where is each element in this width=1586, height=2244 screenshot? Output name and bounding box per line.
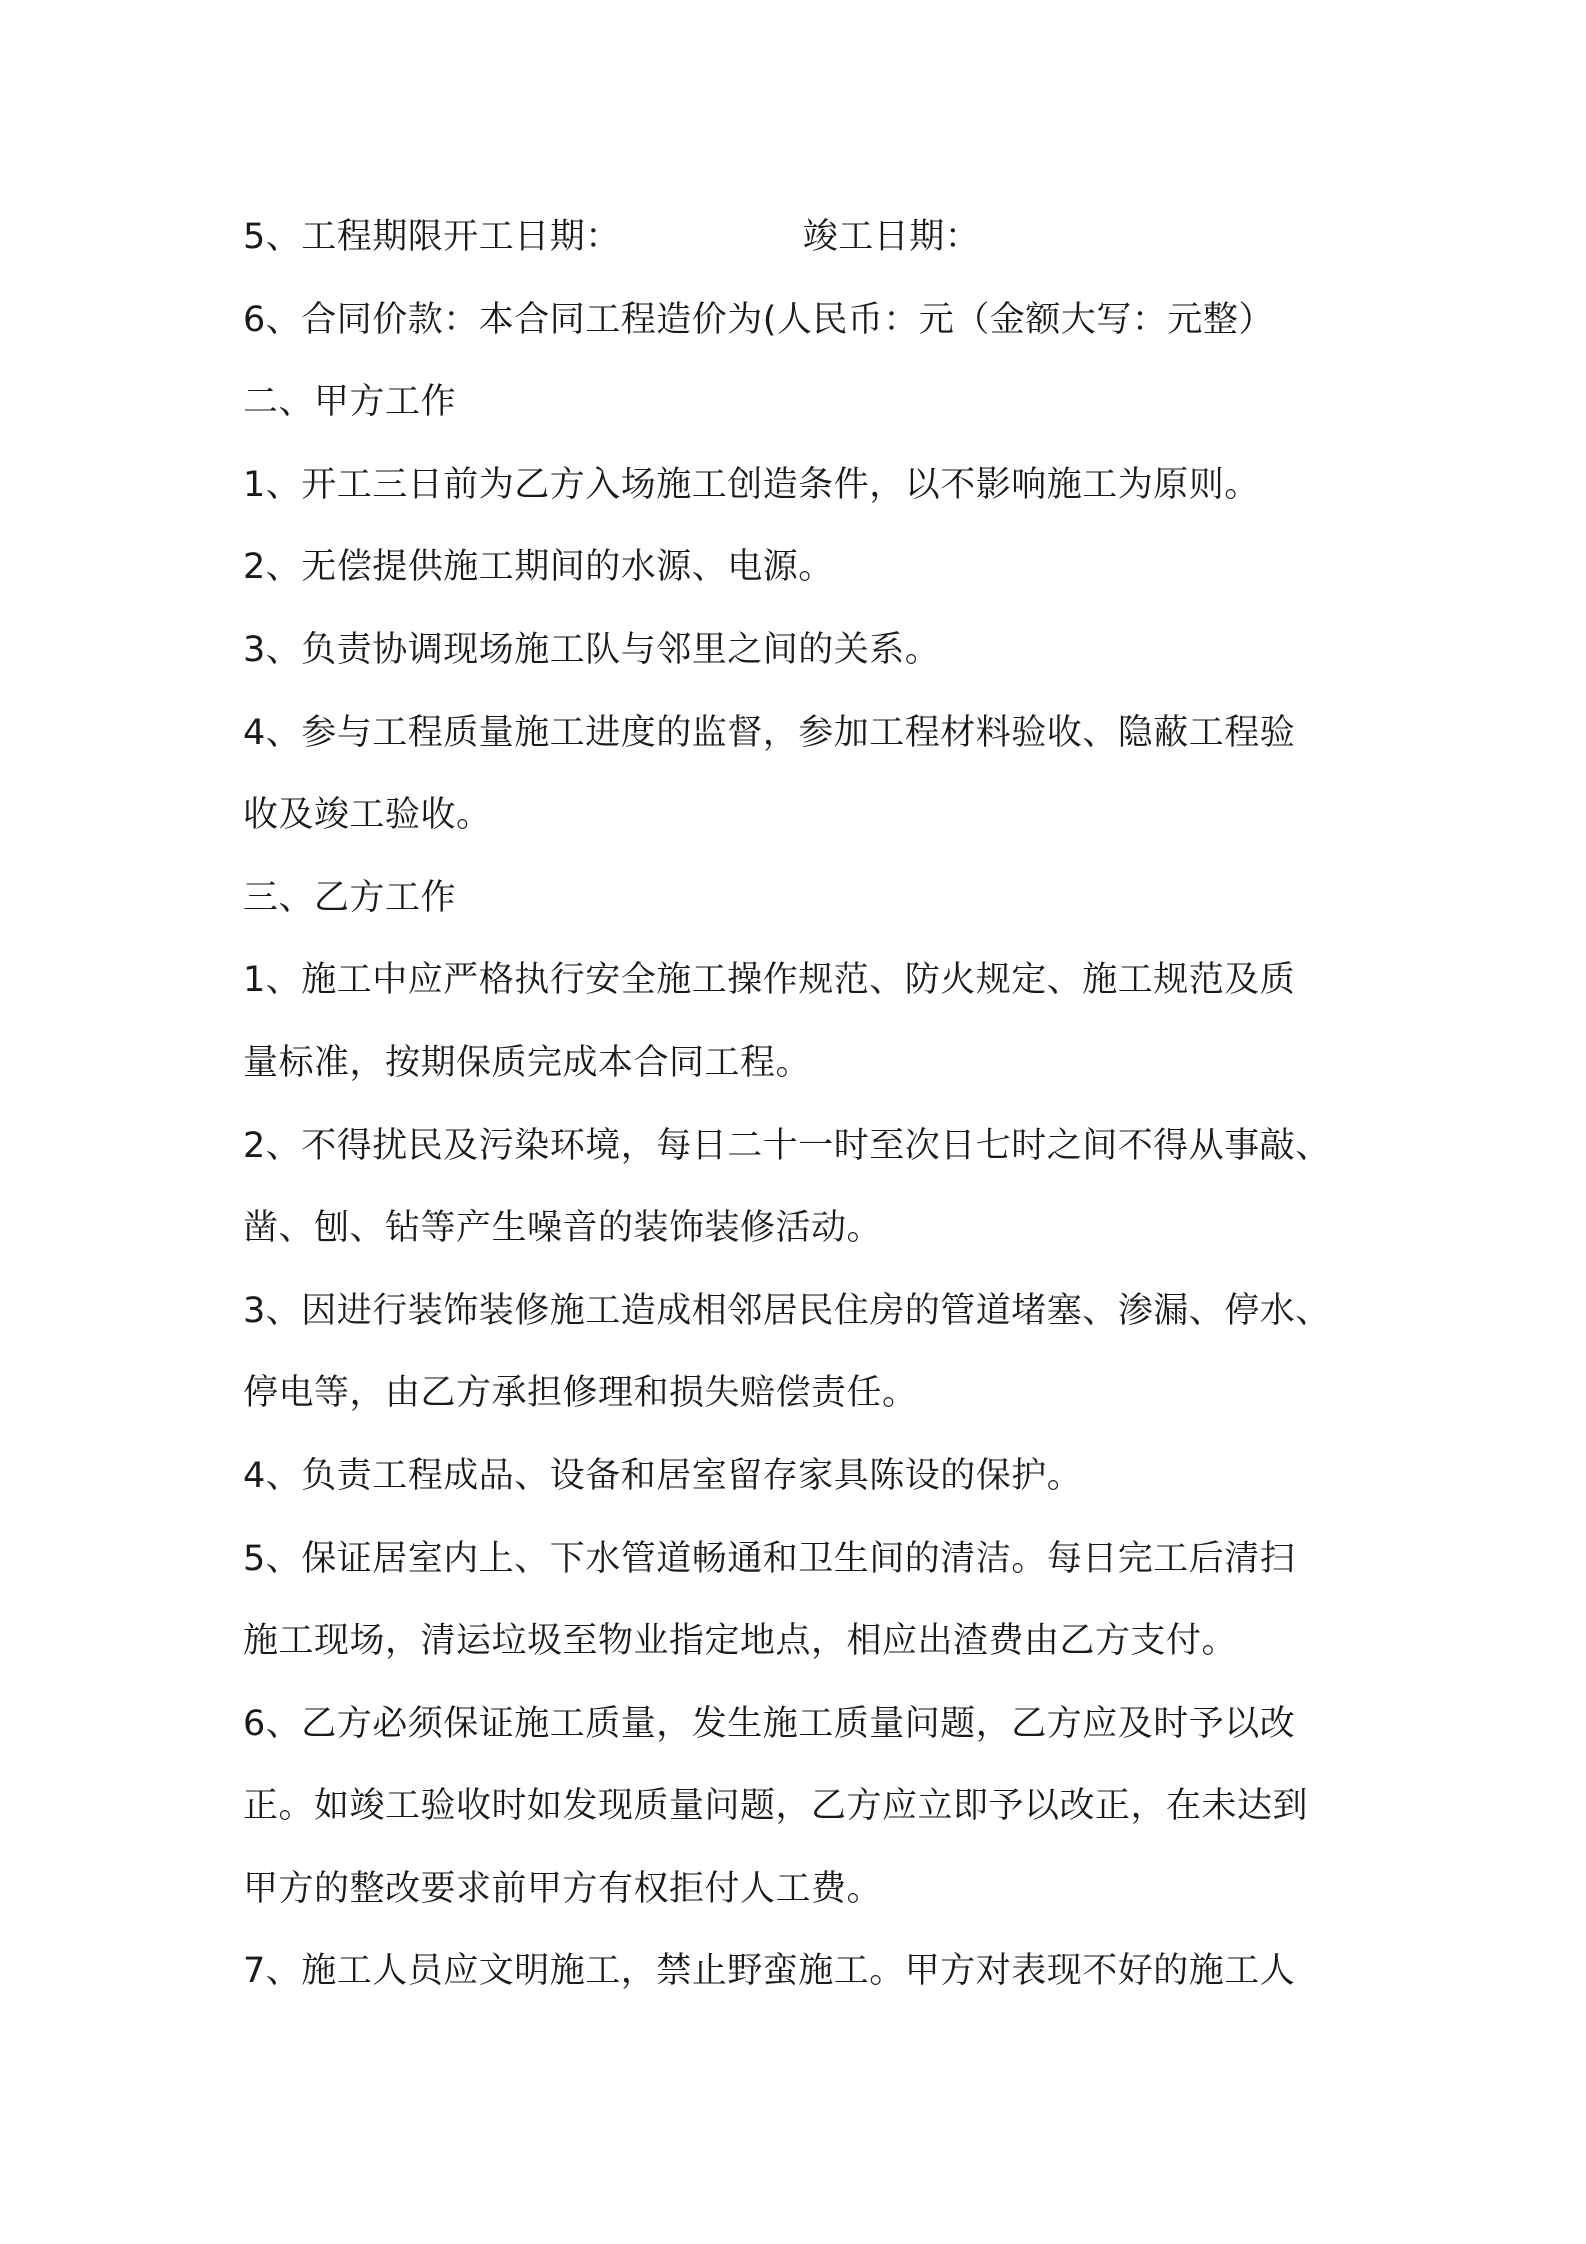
section-heading-party-b: 三、乙方工作 — [243, 877, 457, 918]
party-b-item-1: 1、施工中应严格执行安全施工操作规范、防火规定、施工规范及质 — [243, 960, 1296, 1001]
party-b-item-5: 5、保证居室内上、下水管道畅通和卫生间的清洁。每日完工后清扫 — [243, 1538, 1296, 1579]
party-a-item-4: 4、参与工程质量施工进度的监督，参加工程材料验收、隐蔽工程验 — [243, 712, 1296, 753]
clause-6-price: 6、合同价款：本合同工程造价为(人民币：元（金额大写：元整） — [243, 299, 1274, 340]
party-b-item-2-cont: 凿、刨、钻等产生噪音的装饰装修活动。 — [243, 1208, 883, 1249]
party-b-item-4: 4、负责工程成品、设备和居室留存家具陈设的保护。 — [243, 1455, 1083, 1496]
clause-5-schedule — [243, 196, 1373, 279]
party-b-item-2: 2、不得扰民及污染环境，每日二十一时至次日七时之间不得从事敲、 — [243, 1125, 1331, 1166]
party-b-item-5-cont: 施工现场，清运垃圾至物业指定地点，相应出渣费由乙方支付。 — [243, 1621, 1238, 1662]
completion-date-label: 竣工日期： — [802, 217, 981, 257]
party-b-item-6-cont-1: 正。如竣工验收时如发现质量问题，乙方应立即予以改正，在未达到 — [243, 1786, 1309, 1827]
party-b-item-6: 6、乙方必须保证施工质量，发生施工质量问题，乙方应及时予以改 — [243, 1703, 1296, 1744]
section-heading-party-a: 二、甲方工作 — [243, 382, 457, 423]
document-body — [243, 196, 1373, 2013]
party-a-item-2: 2、无偿提供施工期间的水源、电源。 — [243, 547, 834, 588]
party-a-item-4-cont: 收及竣工验收。 — [243, 795, 492, 836]
party-b-item-3: 3、因进行装饰装修施工造成相邻居民住房的管道堵塞、渗漏、停水、 — [243, 1290, 1331, 1331]
party-b-item-7: 7、施工人员应文明施工，禁止野蛮施工。甲方对表现不好的施工人 — [243, 1951, 1296, 1992]
start-date-label: 5、工程期限开工日期： — [243, 217, 621, 257]
party-b-item-3-cont: 停电等，由乙方承担修理和损失赔偿责任。 — [243, 1373, 918, 1414]
party-a-item-1: 1、开工三日前为乙方入场施工创造条件，以不影响施工为原则。 — [243, 464, 1260, 505]
party-b-item-6-cont-2: 甲方的整改要求前甲方有权拒付人工费。 — [243, 1868, 883, 1909]
party-b-item-1-cont: 量标准，按期保质完成本合同工程。 — [243, 1042, 812, 1083]
party-a-item-3: 3、负责协调现场施工队与邻里之间的关系。 — [243, 629, 941, 670]
